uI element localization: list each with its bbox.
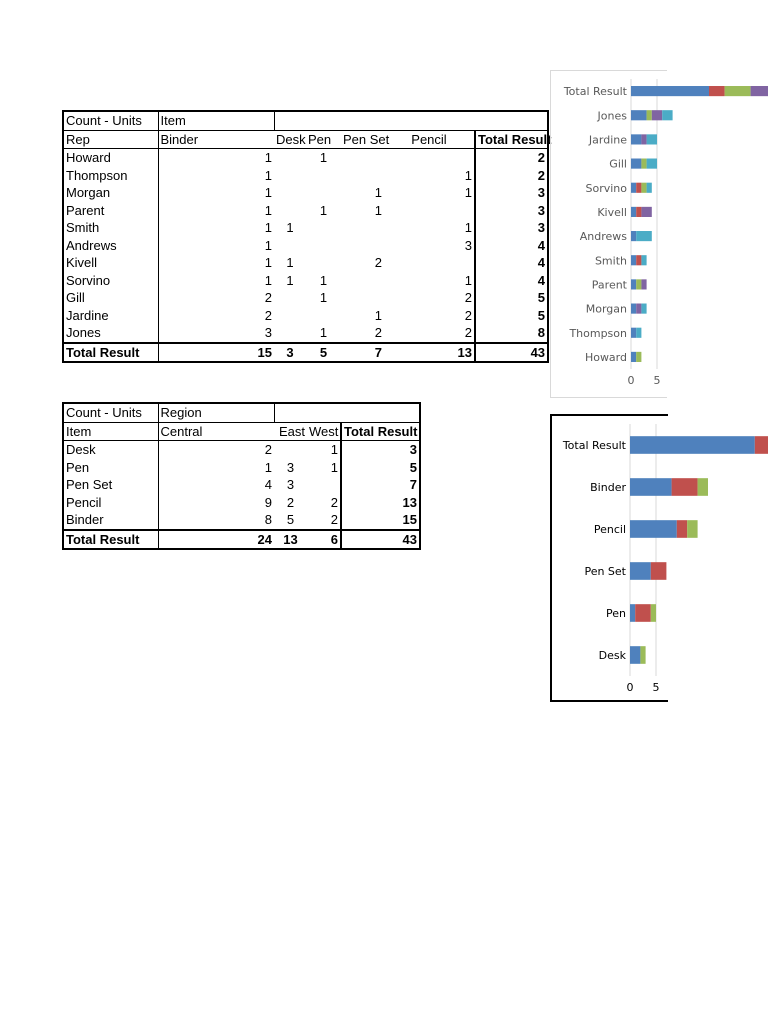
- bar-segment: [641, 279, 646, 289]
- bar-segment: [631, 159, 641, 169]
- category-label: Andrews: [579, 230, 627, 244]
- cell-pen[interactable]: [306, 237, 341, 255]
- cell-pencil[interactable]: 1: [464, 220, 472, 236]
- bar-segment: [647, 159, 657, 169]
- table-row: [63, 254, 548, 272]
- cell-pencil[interactable]: 2: [464, 290, 472, 306]
- bar-segment: [631, 207, 636, 217]
- bar-segment: [641, 304, 646, 314]
- bar-segment: [636, 328, 641, 338]
- cell-binder[interactable]: 1: [264, 272, 272, 288]
- table-row: [63, 494, 420, 512]
- table-row: [63, 476, 420, 494]
- cell-penset[interactable]: [341, 219, 384, 237]
- table-row: [63, 237, 548, 255]
- cell-total[interactable]: 15: [341, 511, 420, 530]
- chart-units-by-rep[interactable]: [550, 70, 667, 398]
- cell-penset[interactable]: 2: [374, 325, 382, 341]
- cell-desk[interactable]: [274, 289, 306, 307]
- grand-total[interactable]: 43: [475, 343, 548, 363]
- bar-segment: [641, 134, 646, 144]
- total-west[interactable]: 6: [307, 530, 341, 550]
- cell-total[interactable]: 13: [341, 494, 420, 512]
- category-label: Gill: [609, 157, 627, 171]
- cell-total[interactable]: 3: [475, 219, 548, 237]
- cell-desk[interactable]: [274, 202, 306, 220]
- cell-desk[interactable]: 1: [286, 220, 294, 236]
- bar-segment: [631, 134, 641, 144]
- column-header-total[interactable]: Total Result: [475, 130, 548, 149]
- bar-segment: [630, 646, 640, 664]
- bar-segment: [751, 86, 768, 96]
- cell-pen[interactable]: 1: [319, 150, 328, 166]
- bar-segment: [725, 86, 751, 96]
- bar-segment: [652, 110, 662, 120]
- category-label: Sorvino: [585, 181, 627, 195]
- bar-segment: [636, 304, 641, 314]
- cell-total[interactable]: 7: [341, 476, 420, 494]
- category-label: Total Result: [563, 85, 627, 99]
- row-label-rep[interactable]: Jones: [63, 324, 158, 343]
- chart-units-by-rep-svg: [551, 71, 667, 397]
- table-row: [63, 511, 420, 530]
- bar-segment: [630, 436, 755, 454]
- row-label-rep[interactable]: Morgan: [63, 184, 158, 202]
- cell-total[interactable]: 2: [475, 149, 548, 167]
- bar-segment: [631, 231, 636, 241]
- bar-segment: [631, 86, 709, 96]
- table-row: [63, 219, 548, 237]
- table-row: [63, 272, 548, 290]
- column-header-central[interactable]: Central: [158, 422, 274, 441]
- bar-segment: [662, 110, 672, 120]
- bar-segment: [755, 436, 768, 454]
- bar-segment: [630, 604, 635, 622]
- bar-segment: [698, 478, 708, 496]
- row-label-rep[interactable]: Parent: [63, 202, 158, 220]
- category-label: Desk: [598, 649, 626, 662]
- bar-segment: [641, 255, 646, 265]
- cell-west[interactable]: 1: [330, 442, 338, 458]
- column-header-east[interactable]: East: [274, 422, 307, 441]
- bar-segment: [647, 134, 657, 144]
- cell-binder[interactable]: 1: [264, 167, 272, 183]
- table-total-row: [63, 343, 548, 363]
- pivot-row-field[interactable]: Item: [63, 422, 158, 441]
- cell-total[interactable]: 3: [341, 441, 420, 459]
- row-label-rep[interactable]: Gill: [63, 289, 158, 307]
- column-header-pen-set[interactable]: Pen Set: [343, 131, 390, 147]
- row-label-item[interactable]: Pen Set: [63, 476, 158, 494]
- pivot-table-item-region: [62, 402, 421, 550]
- bar-segment: [636, 231, 652, 241]
- row-label-rep[interactable]: Andrews: [63, 237, 158, 255]
- table-row: [63, 289, 548, 307]
- pivot-corner-label[interactable]: Count - Units: [63, 111, 158, 130]
- table-row: [63, 459, 420, 477]
- category-label: Howard: [584, 350, 627, 364]
- cell-penset[interactable]: 1: [374, 185, 382, 201]
- table-total-row: [63, 530, 420, 550]
- cell-binder[interactable]: 1: [264, 237, 272, 253]
- cell-pen[interactable]: 1: [319, 202, 328, 218]
- cell-binder[interactable]: 3: [264, 325, 272, 341]
- cell-east[interactable]: [274, 441, 307, 459]
- category-label: Kivell: [597, 205, 627, 219]
- pivot-row-field[interactable]: Rep: [63, 130, 158, 149]
- bar-segment: [709, 86, 725, 96]
- bar-segment: [640, 646, 645, 664]
- bar-segment: [636, 279, 641, 289]
- total-binder[interactable]: 15: [158, 343, 274, 363]
- total-pen[interactable]: 5: [306, 343, 341, 363]
- cell-penset[interactable]: [341, 272, 384, 290]
- cell-pen[interactable]: [306, 167, 341, 185]
- cell-pencil[interactable]: [384, 202, 475, 220]
- column-header-desk[interactable]: Desk: [276, 131, 306, 147]
- cell-total[interactable]: 8: [475, 324, 548, 343]
- cell-binder[interactable]: 1: [264, 150, 272, 166]
- cell-penset[interactable]: 2: [374, 255, 382, 271]
- bar-segment: [631, 255, 636, 265]
- row-label-rep[interactable]: Jardine: [63, 307, 158, 325]
- cell-central[interactable]: 1: [264, 459, 272, 475]
- table-row: [63, 441, 420, 459]
- cell-pencil[interactable]: 1: [464, 167, 472, 183]
- category-label: Pen: [606, 607, 626, 620]
- row-label-item[interactable]: Pen: [63, 459, 158, 477]
- category-label: Pen Set: [584, 565, 626, 578]
- cell-total[interactable]: 3: [475, 202, 548, 220]
- bar-segment: [647, 110, 652, 120]
- category-label: Smith: [594, 254, 627, 268]
- x-tick-label: 5: [652, 681, 660, 694]
- cell-pencil[interactable]: 3: [464, 237, 472, 253]
- cell-pencil[interactable]: 2: [464, 325, 472, 341]
- x-tick-label: 5: [653, 374, 661, 387]
- bar-segment: [630, 562, 651, 580]
- cell-west[interactable]: [307, 476, 341, 494]
- column-header-west[interactable]: West: [307, 422, 341, 441]
- cell-penset[interactable]: [341, 237, 384, 255]
- cell-penset[interactable]: [341, 149, 384, 167]
- cell-desk[interactable]: [274, 167, 306, 185]
- table-row: [63, 202, 548, 220]
- cell-binder[interactable]: 1: [264, 185, 272, 201]
- cell-total[interactable]: 5: [475, 307, 548, 325]
- bar-segment: [631, 279, 636, 289]
- bar-segment: [677, 520, 687, 538]
- grand-total[interactable]: 43: [341, 530, 420, 550]
- total-pencil[interactable]: 13: [384, 343, 475, 363]
- cell-desk[interactable]: 1: [286, 255, 294, 271]
- bar-segment: [635, 604, 651, 622]
- chart-units-by-item-svg: [552, 416, 668, 700]
- cell-central[interactable]: 2: [264, 442, 272, 458]
- cell-east[interactable]: 3: [286, 459, 295, 475]
- cell-east[interactable]: 3: [286, 477, 295, 493]
- bar-segment: [651, 562, 667, 580]
- row-label-item[interactable]: Desk: [63, 441, 158, 459]
- row-label-rep[interactable]: Smith: [63, 219, 158, 237]
- cell-desk[interactable]: 1: [286, 272, 294, 288]
- bar-segment: [631, 304, 636, 314]
- cell-total[interactable]: 4: [475, 254, 548, 272]
- cell-pen[interactable]: 1: [319, 272, 328, 288]
- total-desk[interactable]: 3: [274, 343, 306, 363]
- row-label-total[interactable]: Total Result: [63, 343, 158, 363]
- bar-segment: [636, 352, 641, 362]
- pivot-column-field[interactable]: Region: [158, 403, 274, 422]
- cell-desk[interactable]: [274, 184, 306, 202]
- cell-pen[interactable]: [306, 184, 341, 202]
- cell-desk[interactable]: [274, 324, 306, 343]
- bar-segment: [630, 520, 677, 538]
- row-label-item[interactable]: Binder: [63, 511, 158, 530]
- cell-east[interactable]: 2: [286, 494, 295, 510]
- cell-central[interactable]: 4: [264, 477, 272, 493]
- column-header-pen[interactable]: Pen: [306, 130, 341, 149]
- bar-segment: [636, 183, 641, 193]
- cell-pen[interactable]: 1: [319, 290, 328, 306]
- cell-total[interactable]: 3: [475, 184, 548, 202]
- column-header-total[interactable]: Total Result: [341, 422, 420, 441]
- bar-segment: [651, 604, 656, 622]
- cell-binder[interactable]: 1: [264, 255, 272, 271]
- category-label: Parent: [591, 278, 627, 292]
- cell-pencil[interactable]: [384, 254, 475, 272]
- bar-segment: [636, 207, 641, 217]
- bar-segment: [641, 159, 646, 169]
- cell-central[interactable]: 9: [264, 494, 272, 510]
- cell-total[interactable]: 5: [475, 289, 548, 307]
- row-label-item[interactable]: Pencil: [63, 494, 158, 512]
- bar-segment: [672, 478, 698, 496]
- category-label: Total Result: [562, 439, 626, 452]
- category-label: Pencil: [593, 523, 626, 536]
- bar-segment: [631, 183, 636, 193]
- cell-pencil[interactable]: 1: [464, 272, 472, 288]
- cell-binder[interactable]: 2: [264, 290, 272, 306]
- cell-west[interactable]: 2: [330, 494, 338, 510]
- cell-west[interactable]: 1: [330, 459, 338, 475]
- bar-segment: [630, 478, 672, 496]
- category-label: Jones: [597, 109, 627, 123]
- bar-segment: [631, 110, 647, 120]
- cell-binder[interactable]: 1: [264, 220, 272, 236]
- cell-pencil[interactable]: 2: [464, 307, 472, 323]
- cell-pencil[interactable]: [384, 149, 475, 167]
- cell-penset[interactable]: [341, 289, 384, 307]
- cell-binder[interactable]: 1: [264, 202, 272, 218]
- row-label-total[interactable]: Total Result: [63, 530, 158, 550]
- bar-segment: [687, 520, 697, 538]
- cell-desk[interactable]: [274, 149, 306, 167]
- cell-pen[interactable]: [306, 307, 341, 325]
- x-tick-label: 0: [626, 681, 634, 694]
- pivot-table-rep-item: [62, 110, 552, 363]
- bar-segment: [631, 352, 636, 362]
- table-row: [63, 184, 548, 202]
- total-east[interactable]: 13: [274, 530, 307, 550]
- bar-segment: [647, 183, 652, 193]
- cell-penset[interactable]: 1: [374, 307, 382, 323]
- pivot-corner-label[interactable]: Count - Units: [63, 403, 158, 422]
- total-penset[interactable]: 7: [341, 343, 384, 363]
- bar-segment: [636, 255, 641, 265]
- category-label: Morgan: [585, 302, 627, 316]
- bar-segment: [641, 207, 651, 217]
- cell-desk[interactable]: [274, 237, 306, 255]
- category-label: Binder: [590, 481, 626, 494]
- table-row: [63, 324, 548, 343]
- cell-pen[interactable]: [306, 219, 341, 237]
- cell-binder[interactable]: 2: [264, 307, 272, 323]
- x-tick-label: 0: [627, 374, 635, 387]
- cell-pen[interactable]: [306, 254, 341, 272]
- cell-total[interactable]: 4: [475, 237, 548, 255]
- cell-total[interactable]: 2: [475, 167, 548, 185]
- cell-west[interactable]: 2: [330, 512, 338, 528]
- category-label: Thompson: [569, 326, 627, 340]
- row-label-rep[interactable]: Howard: [63, 149, 158, 167]
- cell-penset[interactable]: 1: [374, 202, 382, 218]
- column-header-binder[interactable]: Binder: [158, 130, 274, 149]
- row-label-rep[interactable]: Kivell: [63, 254, 158, 272]
- cell-total[interactable]: 4: [475, 272, 548, 290]
- cell-desk[interactable]: [274, 307, 306, 325]
- cell-east[interactable]: 5: [286, 512, 295, 528]
- table-row: [63, 307, 548, 325]
- table-row: [63, 167, 548, 185]
- cell-central[interactable]: 8: [264, 512, 272, 528]
- bar-segment: [641, 183, 646, 193]
- bar-segment: [631, 328, 636, 338]
- cell-penset[interactable]: [341, 167, 384, 185]
- column-header-pencil[interactable]: Pencil: [384, 130, 475, 149]
- row-label-rep[interactable]: Sorvino: [63, 272, 158, 290]
- table-row: [63, 149, 548, 167]
- pivot-column-field[interactable]: Item: [158, 111, 274, 130]
- category-label: Jardine: [588, 133, 627, 147]
- row-label-rep[interactable]: Thompson: [63, 167, 158, 185]
- chart-units-by-item[interactable]: [550, 414, 668, 702]
- cell-pen[interactable]: 1: [319, 325, 328, 341]
- total-central[interactable]: 24: [158, 530, 274, 550]
- cell-total[interactable]: 5: [341, 459, 420, 477]
- cell-pencil[interactable]: 1: [464, 185, 472, 201]
